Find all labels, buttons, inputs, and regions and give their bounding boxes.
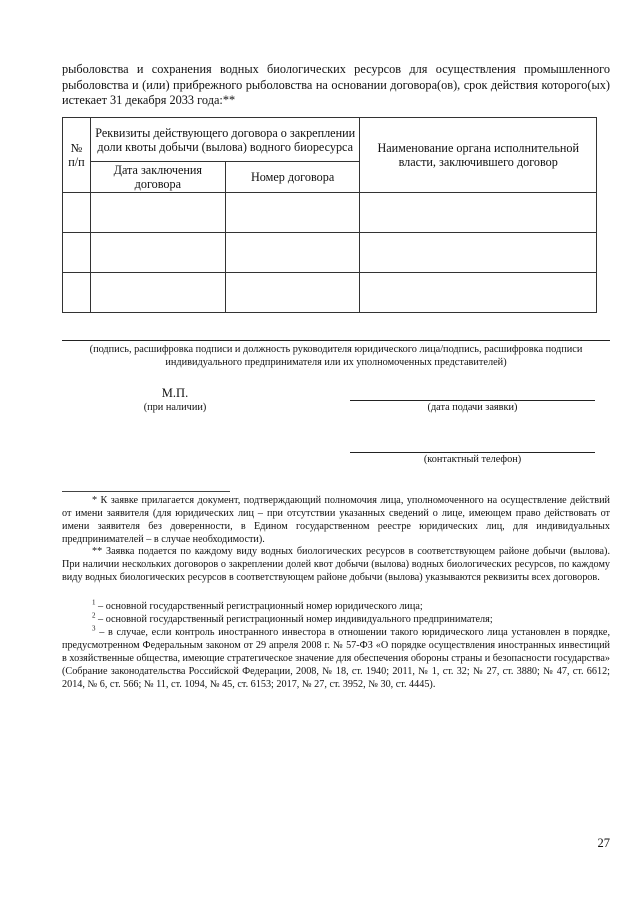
table-row bbox=[63, 273, 597, 313]
table-cell[interactable] bbox=[63, 233, 91, 273]
seal-label: М.П. bbox=[161, 386, 189, 400]
footnote-5 bbox=[62, 626, 610, 691]
phone-line[interactable] bbox=[350, 452, 595, 453]
header-contract-details: Реквизиты действующего договора о закреплении доли квоты добычи (вылова) водного биоресурса bbox=[90, 118, 359, 162]
table-cell[interactable] bbox=[225, 233, 360, 273]
page-number: 27 bbox=[597, 836, 610, 850]
table-cell[interactable] bbox=[63, 193, 91, 233]
table-cell[interactable] bbox=[90, 233, 225, 273]
header-authority: Наименование органа исполнительной власти, заключившего договор bbox=[360, 118, 597, 193]
seal-note: (при наличии) bbox=[143, 402, 207, 413]
table-row bbox=[63, 193, 597, 233]
table-cell[interactable] bbox=[360, 233, 597, 273]
footnote-2: ** Заявка подается по каждому виду водных биологических ресурсов в соответствующем районе добычи (вылова). При наличии нескольких договоров о закреплении долей квот добычи (вылова) водных биологических ресурсов, по каждому виду водных биологических ресурсов в соответствующем районе добычи (вылова) указываются реквизиты всех договоров. bbox=[62, 546, 610, 583]
table-cell[interactable] bbox=[225, 273, 360, 313]
header-contract-date: Дата заключения договора bbox=[90, 162, 225, 193]
phone-caption: (контактный телефон) bbox=[423, 454, 522, 465]
table-cell[interactable] bbox=[360, 273, 597, 313]
footnote-mark: 3 bbox=[92, 624, 96, 633]
footnote-text: – основной государственный регистрационный номер индивидуального предпринимателя; bbox=[95, 614, 493, 625]
footnote-4 bbox=[62, 613, 610, 626]
date-line[interactable] bbox=[350, 400, 595, 401]
footnote-separator bbox=[62, 491, 230, 492]
intro-paragraph: рыболовства и сохранения водных биологических ресурсов для осуществления промышленного рыболовства и (или) прибрежного рыболовства на основании договора(ов), срок действия которого(ых) истекает 31 декабря 2033 года:** bbox=[62, 62, 610, 107]
footnote-mark: 1 bbox=[92, 598, 96, 607]
footnote-1: * К заявке прилагается документ, подтверждающий полномочия лица, уполномоченного на осуществление действий от имени заявителя (для юридических лиц – при отсутствии указанных сведений о лице, имеющем право действовать от имени заявителя без доверенности, в Едином государственном реестре юридических лиц, для индивидуальных предпринимателей – в случае необходимости). bbox=[62, 495, 610, 545]
footnote-text: – в случае, если контроль иностранного инвестора в отношении такого юридического лица установлен в порядке, предусмотренном Федеральным законом от 29 апреля 2008 г. № 57-ФЗ «О порядке осуществления иностранных инвестиций в хозяйственные общества, имеющие стратегическое значение для обеспечения обороны страны и безопасности государства» (Собрание законодательства Российской Федерации, 2008, № 18, ст. 1940; 2011, № 1, ст. 32; № 27, ст. 3880; № 47, ст. 6612; 2014, № 6, ст. 566; № 11, ст. 1094, № 45, ст. 6153; 2017, № 27, ст. 3952, № 30, ст. 4445). bbox=[62, 627, 610, 690]
table-row bbox=[63, 233, 597, 273]
footnote-3 bbox=[62, 600, 610, 613]
table-cell[interactable] bbox=[225, 193, 360, 233]
footnote-text: – основной государственный регистрационный номер юридического лица; bbox=[95, 601, 423, 612]
table-cell[interactable] bbox=[360, 193, 597, 233]
table-cell[interactable] bbox=[90, 273, 225, 313]
footnote-mark: 2 bbox=[92, 611, 96, 620]
contracts-table bbox=[62, 117, 597, 313]
table-cell[interactable] bbox=[90, 193, 225, 233]
table-cell[interactable] bbox=[63, 273, 91, 313]
header-contract-number: Номер договора bbox=[225, 162, 360, 193]
signature-caption: (подпись, расшифровка подписи и должность руководителя юридического лица/подпись, расшифровка подписи индивидуального предпринимателя или их уполномоченных представителей) bbox=[89, 344, 583, 368]
signature-line[interactable] bbox=[62, 340, 610, 341]
date-caption: (дата подачи заявки) bbox=[427, 402, 518, 413]
header-row-number: № п/п bbox=[63, 118, 91, 193]
